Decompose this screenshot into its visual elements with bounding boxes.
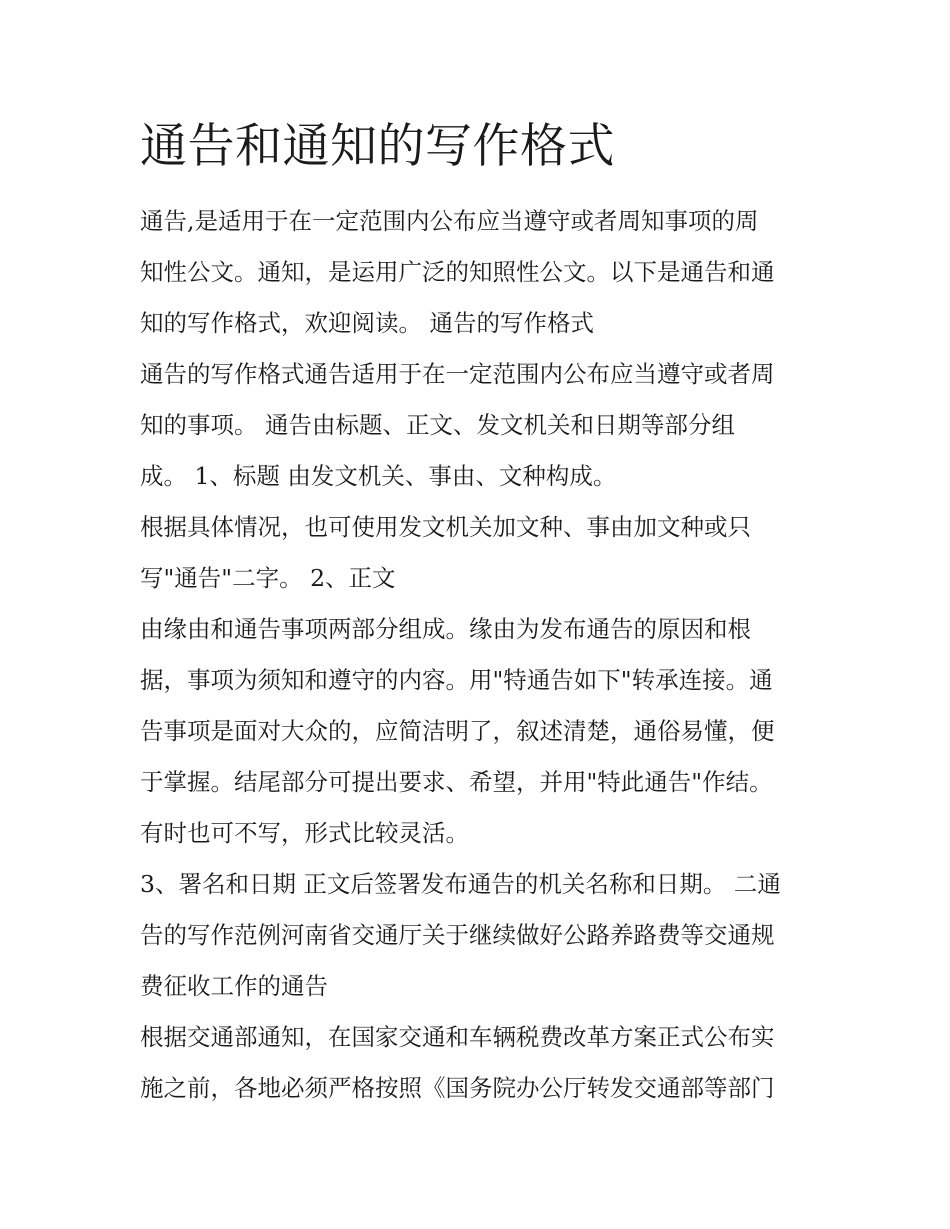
body-line: 通告,是适用于在一定范围内公布应当遵守或者周知事项的周 xyxy=(140,207,759,235)
body-line: 根据具体情况，也可使用发文机关加文种、事由加文种或只 xyxy=(140,513,751,541)
body-line: 施之前，各地必须严格按照《国务院办公厅转发交通部等部门 xyxy=(140,1074,775,1102)
document-title: 通告和通知的写作格式 xyxy=(140,119,615,174)
body-line: 告事项是面对大众的，应简洁明了，叙述清楚，通俗易懂，便 xyxy=(140,717,775,745)
body-line: 据，事项为须知和遵守的内容。用"特通告如下"转承连接。通 xyxy=(140,666,773,694)
body-line: 由缘由和通告事项两部分组成。缘由为发布通告的原因和根 xyxy=(140,615,751,643)
document-body xyxy=(140,196,820,1114)
body-line: 有时也可不写，形式比较灵活。 xyxy=(140,819,469,847)
body-line: 通告的写作格式通告适用于在一定范围内公布应当遵守或者周 xyxy=(140,360,775,388)
body-line: 知性公文。通知，是运用广泛的知照性公文。以下是通告和通 xyxy=(140,258,775,286)
body-line: 知的事项。 通告由标题、正文、发文机关和日期等部分组 xyxy=(140,411,735,439)
body-line: 告的写作范例河南省交通厅关于继续做好公路养路费等交通规 xyxy=(140,921,775,949)
body-line: 知的写作格式，欢迎阅读。 通告的写作格式 xyxy=(140,309,594,337)
body-line: 费征收工作的通告 xyxy=(140,972,328,1000)
body-line: 成。 1、标题 由发文机关、事由、文种构成。 xyxy=(140,462,617,490)
body-line: 于掌握。结尾部分可提出要求、希望，并用"特此通告"作结。 xyxy=(140,768,773,796)
body-line: 写"通告"二字。 2、正文 xyxy=(140,564,396,592)
body-line: 根据交通部通知，在国家交通和车辆税费改革方案正式公布实 xyxy=(140,1023,775,1051)
body-line: 3、署名和日期 正文后签署发布通告的机关名称和日期。 二通 xyxy=(140,870,781,898)
